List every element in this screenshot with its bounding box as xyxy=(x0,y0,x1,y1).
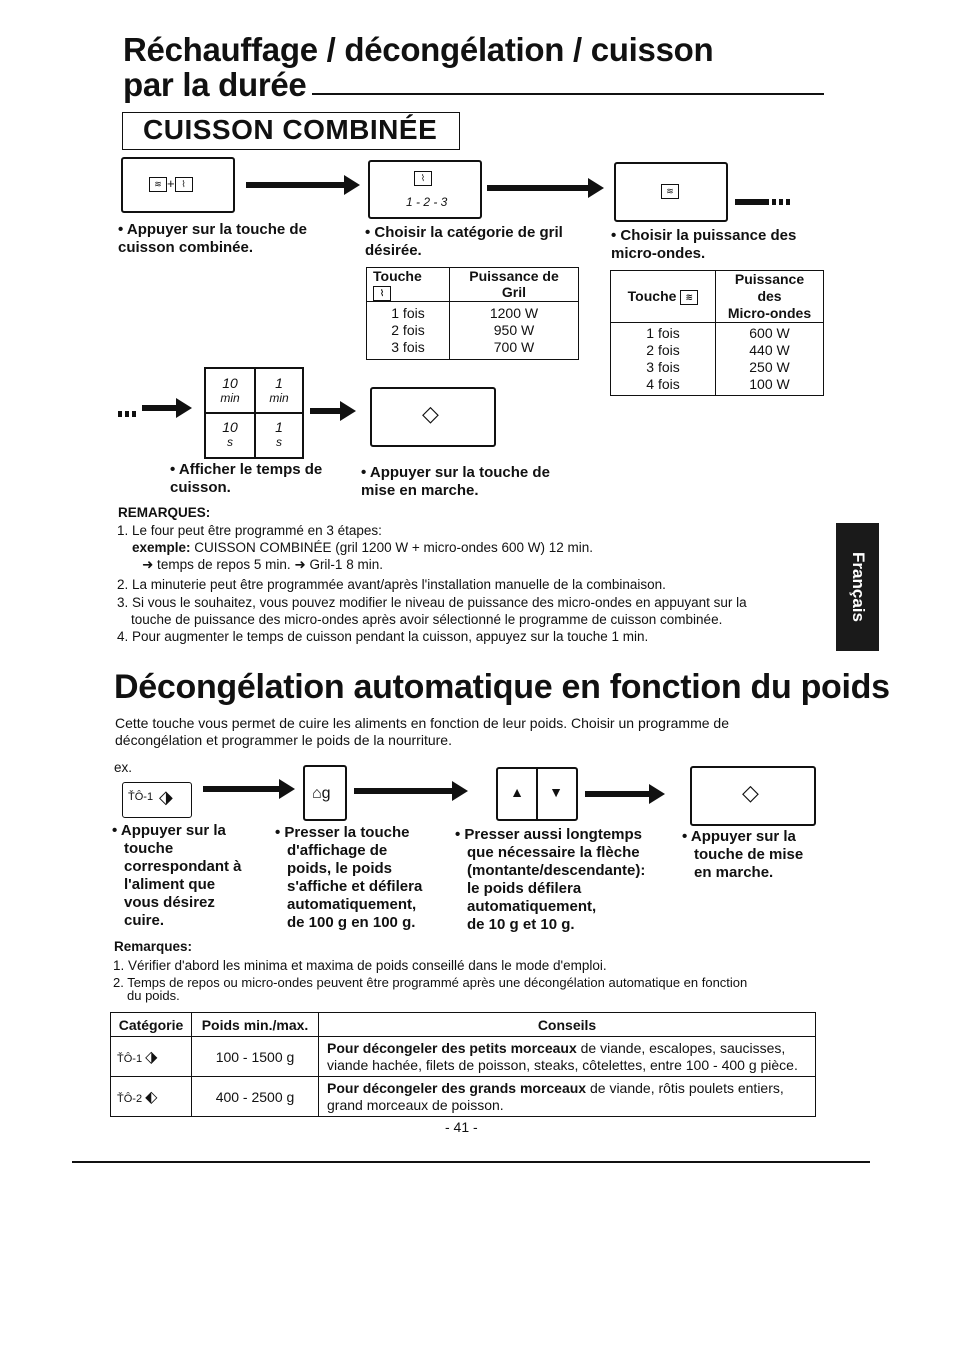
defrost-category-label: ŤÔ-1 xyxy=(128,791,154,803)
subtitle-box xyxy=(122,112,460,150)
up-down-keys xyxy=(496,767,578,821)
timer-10min-key[interactable]: 10 min xyxy=(220,375,240,405)
defrost-table-head-advice: Conseils xyxy=(319,1013,816,1037)
weight-key[interactable] xyxy=(303,765,347,821)
remarks1-example: exemple: CUISSON COMBINÉE (gril 1200 W + micro-ondes 600 W) 12 min. xyxy=(132,540,594,555)
defrost-step3-text: • Presser aussi longtemps que nécessaire la flèche (montante/descendante): le poids défilera automatiquement, de 10 g et 10 g. xyxy=(455,826,646,933)
defrost-step4-text: • Appuyer sur la touche de mise en marche. xyxy=(682,828,804,881)
section-subtitle: CUISSON COMBINÉE xyxy=(143,114,438,145)
remarks2-heading: Remarques: xyxy=(114,939,193,954)
grill-table-powers: 1200 W 950 W 700 W xyxy=(449,301,578,359)
grill-table-presses: 1 fois 2 fois 3 fois xyxy=(367,301,450,359)
arrow-1 xyxy=(246,182,346,188)
continue-dots-left xyxy=(118,404,139,422)
meat-icon: ⬗ xyxy=(159,787,173,807)
remarks1-item2: 2. La minuterie peut être programmée avant/après l'installation manuelle de la combinaison. xyxy=(117,577,666,592)
remarks1-example-line2: ➜ temps de repos 5 min. ➜ Gril-1 8 min. xyxy=(142,557,383,572)
table-row xyxy=(111,1077,816,1117)
grill-icon: ⌇ xyxy=(373,286,391,301)
remarks1-item3a: 3. Si vous le souhaitez, vous pouvez modifier le niveau de puissance des micro-ondes en appuyant sur la xyxy=(117,595,747,610)
table-row xyxy=(111,1037,816,1077)
remarks2-item2b: du poids. xyxy=(127,988,180,1003)
step3-text: • Choisir la puissance des micro-ondes. xyxy=(611,227,797,262)
arrow-7 xyxy=(585,791,651,797)
defrost-table-head-weight: Poids min./max. xyxy=(192,1013,319,1037)
defrost-intro-line2: décongélation et programmer le poids de la nourriture. xyxy=(115,732,452,748)
mw-table-head-key: Touche ≋ xyxy=(611,271,716,323)
remarks2-item1: 1. Vérifier d'abord les minima et maxima de poids conseillé dans le mode d'emploi. xyxy=(113,958,607,973)
combi-key-icons xyxy=(149,176,193,192)
grill-icon: ⌇ xyxy=(175,177,193,192)
footer-rule xyxy=(72,1161,870,1163)
grill-key[interactable] xyxy=(368,160,482,219)
defrost-start-key[interactable] xyxy=(690,766,816,826)
language-side-tab: Français xyxy=(836,523,879,651)
page-title-line1: Réchauffage / décongélation / cuisson xyxy=(123,31,714,68)
remarks2-item2a: 2. Temps de repos ou micro-ondes peuvent être programmé après une décongélation automatique en fonction xyxy=(113,975,748,990)
microwave-power-table xyxy=(610,270,824,396)
mw-table-powers: 600 W 440 W 250 W 100 W xyxy=(716,323,824,396)
microwave-icon: ≋ xyxy=(661,183,679,201)
start-icon: ◇ xyxy=(422,401,439,426)
grill-key-sublabel: 1 - 2 - 3 xyxy=(406,195,448,209)
page-title-line2: par la durée xyxy=(123,66,307,103)
grill-power-table xyxy=(366,267,579,360)
arrow-5 xyxy=(203,786,281,792)
arrow-6 xyxy=(354,788,454,794)
timer-keypad xyxy=(204,367,304,459)
defrost-category-key[interactable] xyxy=(122,782,192,818)
step1-text: • Appuyer sur la touche de cuisson combinée. xyxy=(118,221,307,256)
weight-icon: ⌂g xyxy=(312,785,331,802)
step5-text: • Appuyer sur la touche de mise en marche. xyxy=(361,464,550,499)
arrow-4 xyxy=(310,408,342,414)
remarks1-item1: 1. Le four peut être programmé en 3 étapes: xyxy=(117,523,382,538)
plus-sign: + xyxy=(167,176,175,191)
page-number: - 41 - xyxy=(445,1119,478,1135)
combi-key[interactable] xyxy=(121,157,235,213)
remarks1-heading: REMARQUES: xyxy=(118,505,211,520)
defrost-step2-text: • Presser la touche d'affichage de poids, le poids s'affiche et défilera automatiquement, de 100 g en 100 g. xyxy=(275,824,423,931)
start-icon: ◇ xyxy=(742,780,759,805)
defrost-table xyxy=(110,1012,816,1117)
step4-text: • Afficher le temps de cuisson. xyxy=(170,461,323,496)
microwave-icon: ≋ xyxy=(680,290,698,305)
title-rule xyxy=(312,93,824,95)
defrost-row2-category: ŤÔ-2 ⬖ xyxy=(111,1077,192,1117)
defrost-title: Décongélation automatique en fonction du poids xyxy=(114,668,890,706)
start-key[interactable] xyxy=(370,387,496,447)
defrost-row1-advice: Pour décongeler des petits morceaux de viande, escalopes, saucisses, viande hachée, filets de poisson, steaks, côtelettes, entre 100 - 400 g pièce. xyxy=(319,1037,816,1077)
arrow-3 xyxy=(142,405,178,411)
small-meat-icon: ⬗ xyxy=(145,1048,158,1066)
defrost-table-head-category: Catégorie xyxy=(111,1013,192,1037)
defrost-row1-weight: 100 - 1500 g xyxy=(192,1037,319,1077)
timer-1s-key[interactable]: 1 s xyxy=(275,419,283,449)
grill-icon: ⌇ xyxy=(414,170,432,188)
arrow-2 xyxy=(487,185,590,191)
up-arrow-key[interactable]: ▲ xyxy=(510,784,524,800)
timer-1min-key[interactable]: 1 min xyxy=(269,375,289,405)
grill-table-head-power: Puissance de Gril xyxy=(449,268,578,302)
microwave-icon: ≋ xyxy=(149,177,167,192)
remarks1-item3b: touche de puissance des micro-ondes après avoir sélectionné le programme de cuisson combinée. xyxy=(131,612,723,627)
down-arrow-key[interactable]: ▼ xyxy=(549,784,563,800)
defrost-intro-line1: Cette touche vous permet de cuire les aliments en fonction de leur poids. Choisir un programme de xyxy=(115,715,729,731)
remarks1-item4: 4. Pour augmenter le temps de cuisson pendant la cuisson, appuyez sur la touche 1 min. xyxy=(117,629,649,644)
step2-text: • Choisir la catégorie de gril désirée. xyxy=(365,224,563,259)
continue-dots-right xyxy=(735,192,793,210)
defrost-row2-advice: Pour décongeler des grands morceaux de viande, rôtis poulets entiers, grand morceaux de poisson. xyxy=(319,1077,816,1117)
mw-table-presses: 1 fois 2 fois 3 fois 4 fois xyxy=(611,323,716,396)
defrost-row2-weight: 400 - 2500 g xyxy=(192,1077,319,1117)
timer-10s-key[interactable]: 10 s xyxy=(222,419,238,449)
example-label: ex. xyxy=(114,760,133,775)
defrost-step1-text: • Appuyer sur la touche correspondant à l'aliment que vous désirez cuire. xyxy=(112,822,242,929)
mw-table-head-power: Puissance des Micro-ondes xyxy=(716,271,824,323)
microwave-power-key[interactable] xyxy=(614,162,728,222)
grill-table-head-key: Touche ⌇ xyxy=(367,268,450,302)
defrost-row1-category: ŤÔ-1 ⬗ xyxy=(111,1037,192,1077)
large-meat-icon: ⬖ xyxy=(145,1088,158,1106)
